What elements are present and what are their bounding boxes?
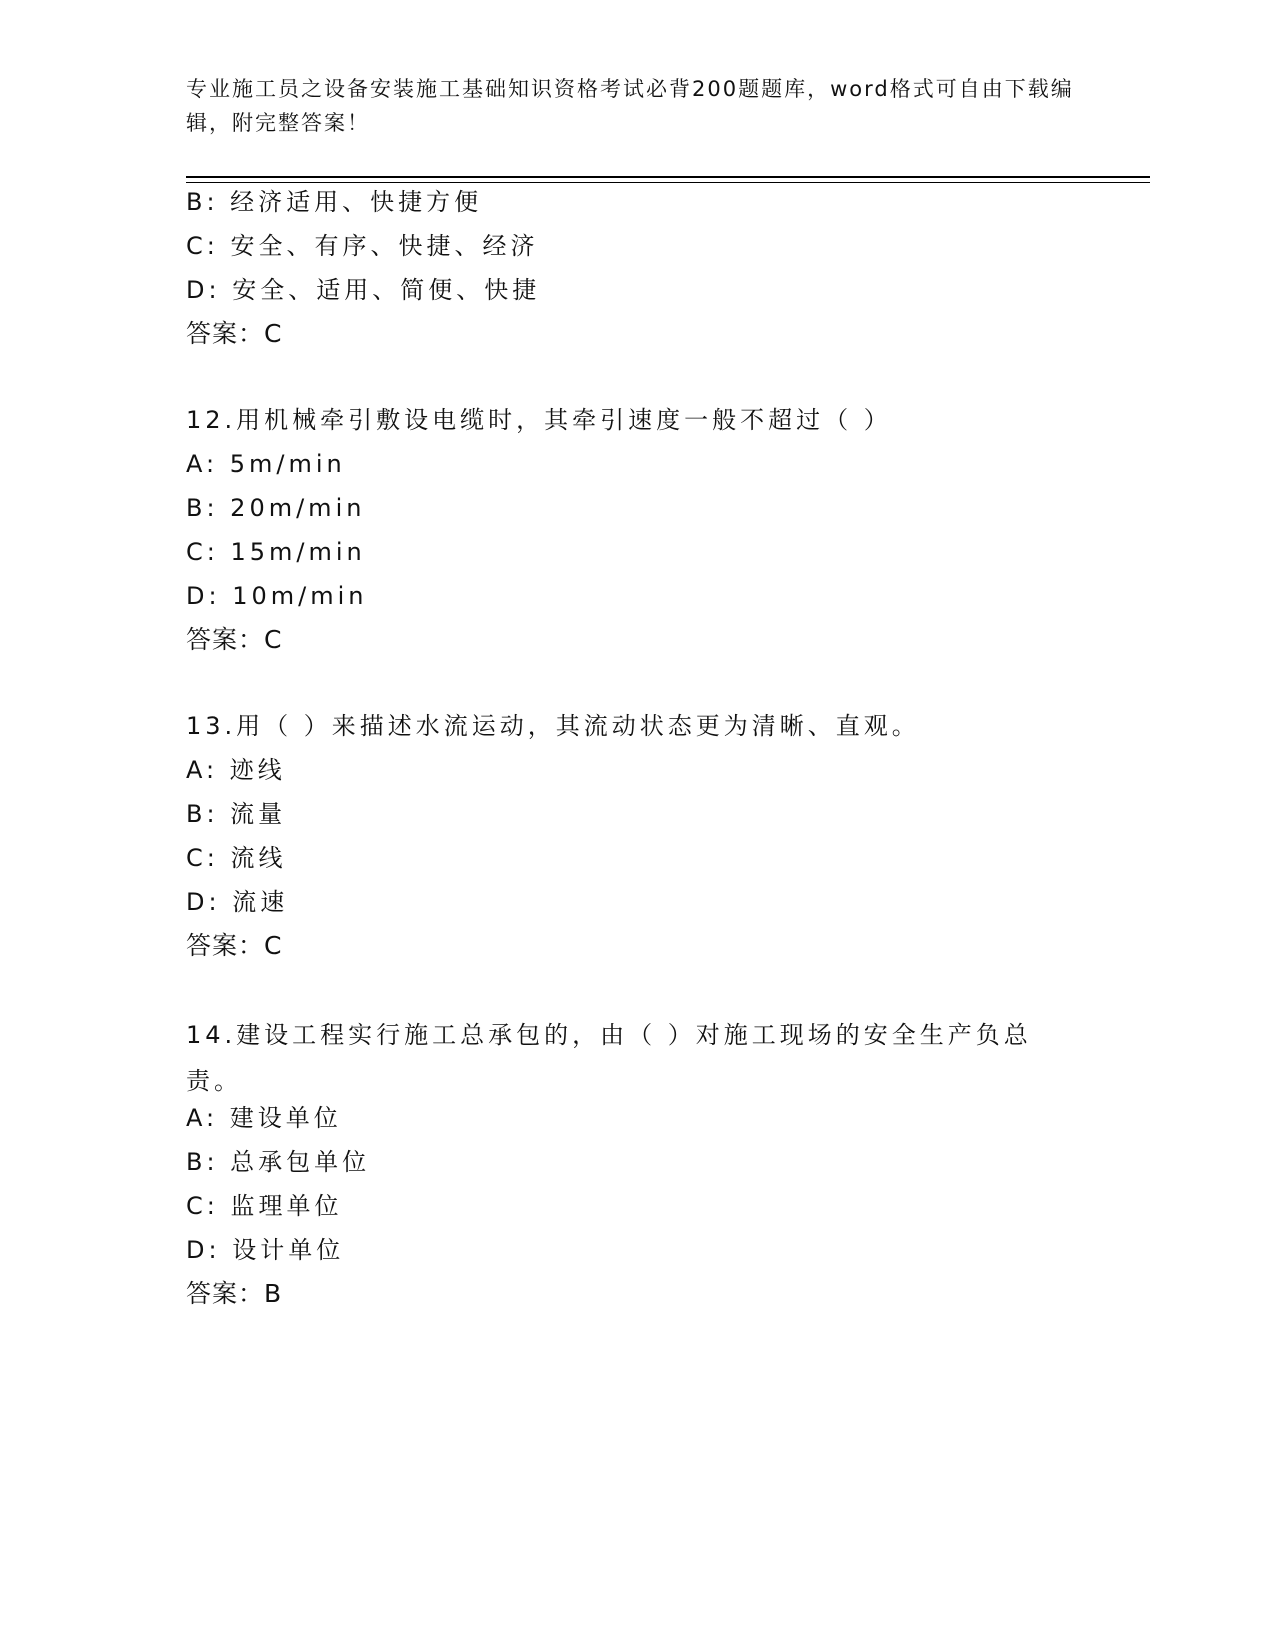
document-header: 专业施工员之设备安装施工基础知识资格考试必背200题题库，word格式可自由下载编辑，附完整答案！ — [186, 77, 1074, 135]
q14-option-b: B: 总承包单位 — [186, 1148, 371, 1176]
q12-answer: 答案：C — [186, 625, 283, 654]
q13-stem: 13.用（ ）来描述水流运动，其流动状态更为清晰、直观。 — [186, 712, 920, 740]
q13-option-c: C: 流线 — [186, 844, 287, 872]
q12-option-b: B: 20m/min — [186, 494, 366, 522]
header-divider-thin — [186, 182, 1150, 183]
q14-stem: 14.建设工程实行施工总承包的，由（ ）对施工现场的安全生产负总责。 — [186, 1021, 1032, 1095]
q12-option-d: D: 10m/min — [186, 582, 368, 610]
q13-option-a: A: 迹线 — [186, 756, 286, 784]
q11-answer: 答案：C — [186, 319, 283, 348]
q12-stem: 12.用机械牵引敷设电缆时，其牵引速度一般不超过（ ） — [186, 406, 892, 434]
q14-option-a: A: 建设单位 — [186, 1104, 342, 1132]
q11-option-c: C: 安全、有序、快捷、经济 — [186, 232, 539, 260]
q12-option-c: C: 15m/min — [186, 538, 366, 566]
q12-option-a: A: 5m/min — [186, 450, 346, 478]
q13-option-d: D: 流速 — [186, 888, 289, 916]
q11-option-d: D: 安全、适用、简便、快捷 — [186, 276, 541, 304]
header-divider-thick — [186, 176, 1150, 178]
q14-option-c: C: 监理单位 — [186, 1192, 343, 1220]
q13-option-b: B: 流量 — [186, 800, 287, 828]
q14-answer: 答案：B — [186, 1279, 283, 1308]
q11-option-b: B: 经济适用、快捷方便 — [186, 188, 483, 216]
q14-option-d: D: 设计单位 — [186, 1236, 345, 1264]
q13-answer: 答案：C — [186, 931, 283, 960]
